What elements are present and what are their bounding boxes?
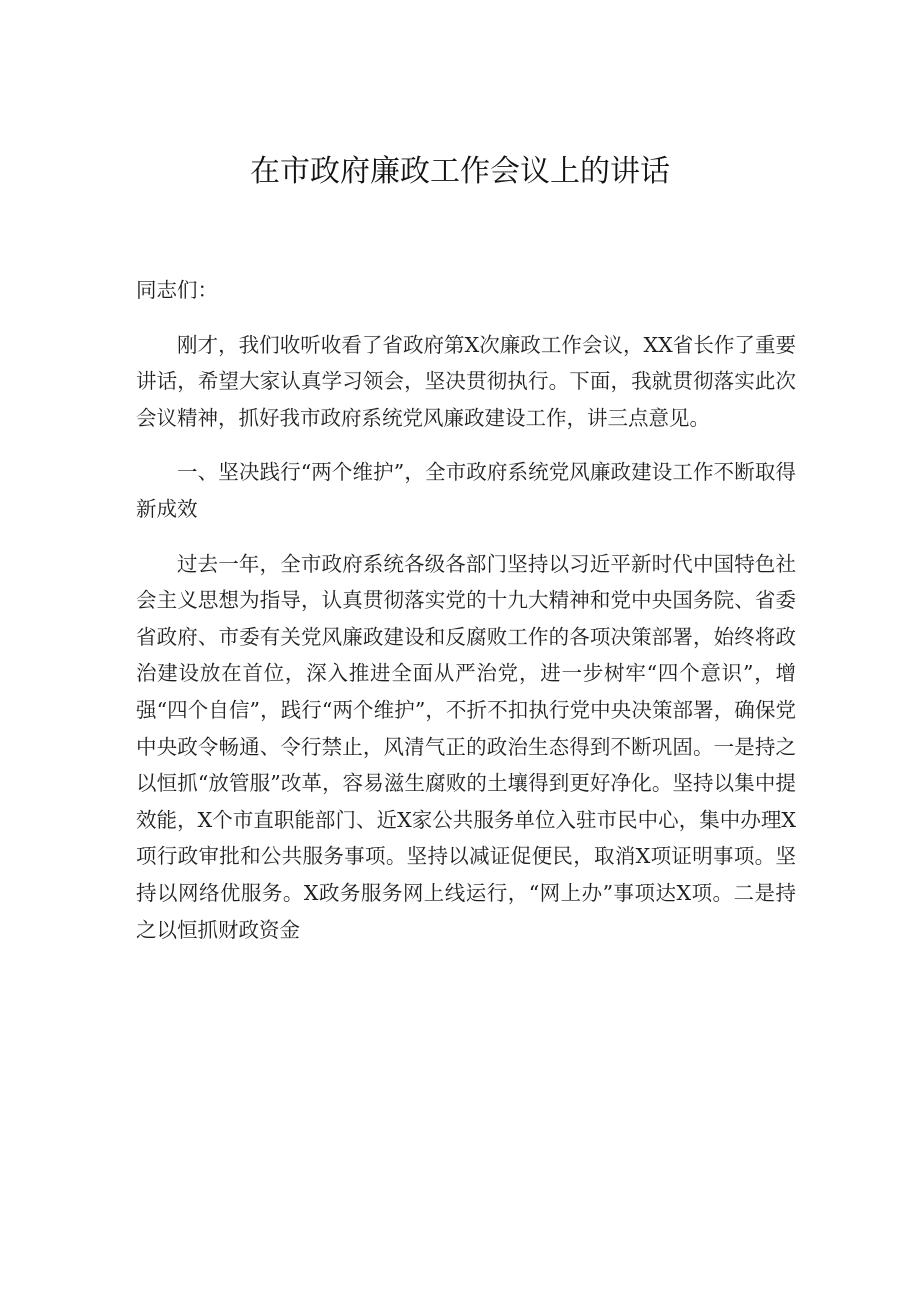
paragraph-review: 过去一年，全市政府系统各级各部门坚持以习近平新时代中国特色社会主义思想为指导，认真贯彻落实党的十九大精神和党中央国务院、省委省政府、市委有关党风廉政建设和反腐败工作的各项决策部署，始终将政治建设放在首位，深入推进全面从严治党，进一步树牢“四个意识”，增强“四个自信”，践行“两个维护”，不折不扣执行党中央决策部署，确保党中央政令畅通、令行禁止，风清气正的政治生态得到不断巩固。一是持之以恒抓“放管服”改革，容易滋生腐败的土壤得到更好净化。坚持以集中提效能，X个市直职能部门、近X家公共服务单位入驻市民中心，集中办理X项行政审批和公共服务事项。坚持以减证促便民，取消X项证明事项。坚持以网络优服务。X政务服务网上线运行，“网上办”事项达X项。二是持之以恒抓财政资金 [136,551,796,942]
paragraph-intro: 刚才，我们收听收看了省政府第X次廉政工作会议，XX省长作了重要讲话，希望大家认真学习领会，坚决贯彻执行。下面，我就贯彻落实此次会议精神，抓好我市政府系统党风廉政建设工作，讲三点意见。 [136,332,796,430]
section-heading-1: 一、坚决践行“两个维护”，全市政府系统党风廉政建设工作不断取得新成效 [136,460,796,521]
document-title: 在市政府廉政工作会议上的讲话 [250,154,670,189]
salutation: 同志们： [136,278,218,302]
document-body [136,272,796,948]
